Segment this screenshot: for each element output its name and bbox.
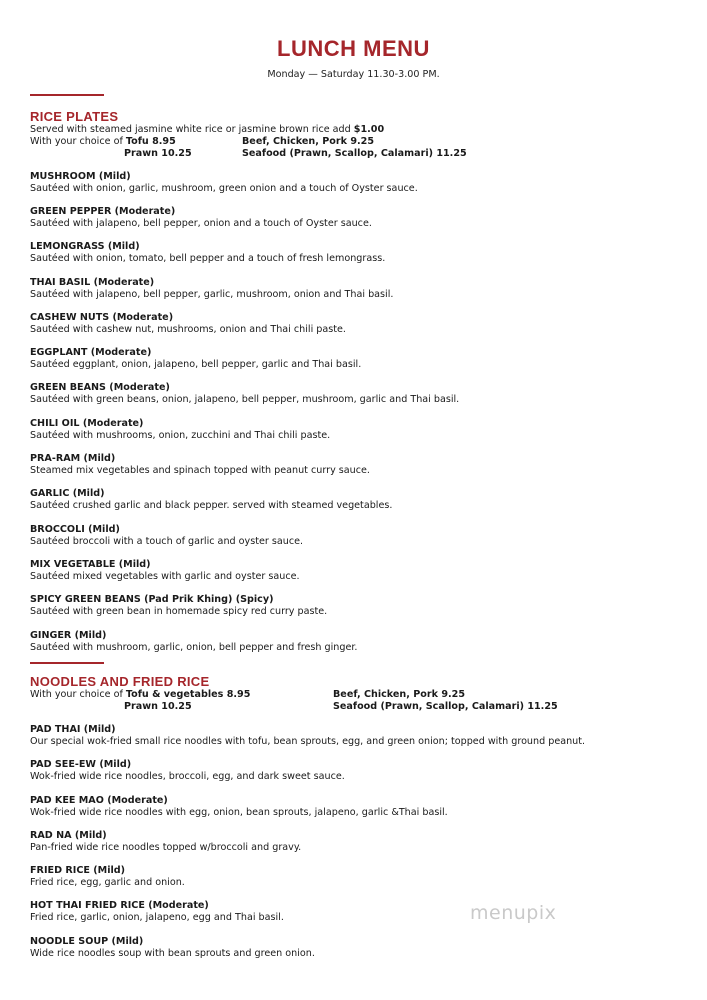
item-name: GREEN PEPPER (Moderate) (30, 206, 176, 217)
item-description: Sautéed with green beans, onion, jalapeno, bell pepper, mushroom, garlic and Thai basil. (30, 394, 460, 405)
item-description: Sautéed with green bean in homemade spicy red curry paste. (30, 606, 328, 617)
item-name: EGGPLANT (Moderate) (30, 347, 152, 358)
choice-prefix: With your choice of (30, 689, 126, 700)
item-name: HOT THAI FRIED RICE (Moderate) (30, 900, 209, 911)
item-description: Sautéed with cashew nut, mushrooms, onion and Thai chili paste. (30, 324, 346, 335)
item-description: Fried rice, garlic, onion, jalapeno, egg and Thai basil. (30, 912, 284, 923)
item-name: GINGER (Mild) (30, 630, 107, 641)
menu-item (30, 418, 670, 442)
section-divider (30, 94, 104, 96)
item-description: Sautéed with mushroom, garlic, onion, bell pepper and fresh ginger. (30, 642, 358, 653)
item-name: PRA-RAM (Mild) (30, 453, 116, 464)
item-name: GARLIC (Mild) (30, 488, 105, 499)
menu-item (30, 724, 670, 748)
menu-item (30, 559, 670, 583)
item-name: LEMONGRASS (Mild) (30, 241, 140, 252)
menu-title: LUNCH MENU (277, 36, 430, 61)
item-name: RAD NA (Mild) (30, 830, 107, 841)
item-description: Pan-fried wide rice noodles topped w/broccoli and gravy. (30, 842, 302, 853)
item-description: Sautéed crushed garlic and black pepper. served with steamed vegetables. (30, 500, 393, 511)
item-description: Sautéed with mushrooms, onion, zucchini and Thai chili paste. (30, 430, 331, 441)
item-description: Sautéed with jalapeno, bell pepper, onion and a touch of Oyster sauce. (30, 218, 372, 229)
item-description: Steamed mix vegetables and spinach topped with peanut curry sauce. (30, 465, 370, 476)
menu-item (30, 277, 670, 301)
item-name: PAD KEE MAO (Moderate) (30, 795, 168, 806)
menu-item (30, 206, 670, 230)
item-description: Our special wok-fried small rice noodles with tofu, bean sprouts, egg, and green onion; topped with ground peanut. (30, 736, 586, 747)
item-description: Wok-fried wide rice noodles with egg, onion, bean sprouts, jalapeno, garlic &Thai basil. (30, 807, 448, 818)
menu-item (30, 171, 670, 195)
rice-note (30, 124, 384, 136)
rice-note-text: Served with steamed jasmine white rice or jasmine brown rice add (30, 124, 354, 135)
item-name: CASHEW NUTS (Moderate) (30, 312, 174, 323)
item-description: Sautéed mixed vegetables with garlic and oyster sauce. (30, 571, 300, 582)
item-name: CHILI OIL (Moderate) (30, 418, 144, 429)
menu-item (30, 524, 670, 548)
item-name: MIX VEGETABLE (Mild) (30, 559, 151, 570)
item-name: BROCCOLI (Mild) (30, 524, 120, 535)
menu-item (30, 312, 670, 336)
menu-item (30, 936, 670, 960)
choice-prefix: With your choice of (30, 136, 126, 147)
menu-item (30, 795, 670, 819)
item-description: Fried rice, egg, garlic and onion. (30, 877, 185, 888)
item-name: PAD SEE-EW (Mild) (30, 759, 132, 770)
menu-item (30, 865, 670, 889)
item-name: FRIED RICE (Mild) (30, 865, 126, 876)
item-description: Wide rice noodles soup with bean sprouts and green onion. (30, 948, 315, 959)
price-seafood: Seafood (Prawn, Scallop, Calamari) 11.25 (242, 148, 467, 159)
section-heading-rice-plates: RICE PLATES (30, 109, 119, 124)
price-tofu-vegetables: Tofu & vegetables 8.95 (125, 689, 251, 700)
serving-hours: Monday — Saturday 11.30-3.00 PM. (267, 69, 440, 80)
item-name: GREEN BEANS (Moderate) (30, 382, 170, 393)
menu-item (30, 594, 670, 618)
noodle-choice-row-1 (30, 689, 250, 701)
item-description: Sautéed with onion, tomato, bell pepper and a touch of fresh lemongrass. (30, 253, 386, 264)
menu-item (30, 453, 670, 477)
watermark-logo: menupix (470, 902, 557, 924)
item-description: Sautéed broccoli with a touch of garlic and oyster sauce. (30, 536, 304, 547)
item-description: Sautéed eggplant, onion, jalapeno, bell pepper, garlic and Thai basil. (30, 359, 362, 370)
item-name: NOODLE SOUP (Mild) (30, 936, 144, 947)
menu-item (30, 488, 670, 512)
menu-item (30, 900, 670, 924)
item-name: MUSHROOM (Mild) (30, 171, 131, 182)
menu-item (30, 382, 670, 406)
item-name: SPICY GREEN BEANS (Pad Prik Khing) (Spicy) (30, 594, 274, 605)
brown-rice-price: $1.00 (353, 124, 385, 135)
menu-item (30, 241, 670, 265)
menu-item (30, 830, 670, 854)
menu-item (30, 630, 670, 654)
item-description: Wok-fried wide rice noodles, broccoli, egg, and dark sweet sauce. (30, 771, 345, 782)
price-prawn: Prawn 10.25 (124, 701, 192, 712)
price-prawn: Prawn 10.25 (124, 148, 192, 159)
item-name: PAD THAI (Mild) (30, 724, 116, 735)
menu-item (30, 347, 670, 371)
item-description: Sautéed with onion, garlic, mushroom, green onion and a touch of Oyster sauce. (30, 183, 418, 194)
price-tofu: Tofu 8.95 (125, 136, 176, 147)
section-divider (30, 662, 104, 664)
price-meat: Beef, Chicken, Pork 9.25 (333, 689, 465, 700)
section-heading-noodles: NOODLES AND FRIED RICE (30, 674, 210, 689)
menu-item (30, 759, 670, 783)
price-seafood: Seafood (Prawn, Scallop, Calamari) 11.25 (333, 701, 558, 712)
price-meat: Beef, Chicken, Pork 9.25 (242, 136, 374, 147)
item-description: Sautéed with jalapeno, bell pepper, garlic, mushroom, onion and Thai basil. (30, 289, 394, 300)
item-name: THAI BASIL (Moderate) (30, 277, 155, 288)
rice-choice-row-1 (30, 136, 176, 148)
